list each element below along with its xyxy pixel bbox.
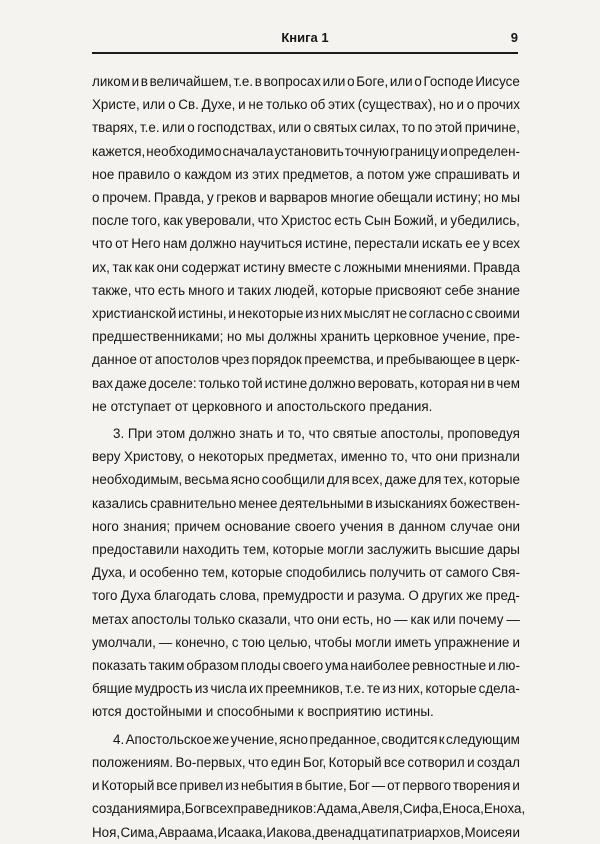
running-header: [92, 30, 518, 54]
text-line: положениям. Во-первых, что един Бог, Который все сотворил и создал: [92, 754, 520, 770]
text-line: тварях, т.е. или о господствах, или о святых силах, то по этой причине,: [92, 120, 520, 136]
text-line: создания мира, Бог всех праведников: Адама, Авеля, Сифа, Еноса, Еноха,: [92, 801, 526, 817]
text-line: Духа, и особенно тем, которые сподобились получить от самого Свя-: [92, 565, 520, 581]
text-line: 3. При этом должно знать и то, что святые апостолы, проповедуя: [113, 426, 520, 442]
book-title: Книга 1: [281, 30, 329, 45]
text-line: бящие мудрость из числа их преемников, т.е. те из них, которые сдела-: [92, 681, 520, 697]
text-line: метах апостолы только сказали, что они есть, но — как или почему —: [92, 611, 520, 627]
text-line: и Который все привел из небытия в бытие, Бог — от первого творения и: [92, 778, 520, 794]
text-line: данное от апостолов чрез порядок преемства, и пребывающее в церк-: [92, 352, 520, 368]
text-line: ное правило о каждом из этих предметов, а потом уже спрашивать и: [92, 166, 520, 182]
body-text: [92, 70, 526, 844]
text-line: казались сравнительно менее деятельными в изысканиях божествен-: [92, 495, 520, 511]
text-line: кажется, необходимо сначала установить точную границу и определен-: [92, 143, 520, 159]
text-line: после того, как уверовали, что Христос есть Сын Божий, и убедились,: [92, 213, 520, 229]
text-line: о прочем. Правда, у греков и варваров многие обещали истину; но мы: [92, 190, 520, 206]
text-line: вах даже доселе: только той истине должно веровать, которая ни в чем: [92, 375, 520, 391]
text-line: показать таким образом плоды своего ума наиболее ревностные и лю-: [92, 658, 520, 674]
paragraph: [92, 422, 520, 724]
text-line: веру Христову, о некоторых предметах, именно то, что они признали: [92, 449, 520, 465]
text-line: ного знания; причем основание своего учения в данном случае они: [92, 518, 520, 534]
text-line: ются достойными и способными к восприятию истины.: [92, 704, 434, 720]
text-line: Ноя, Сима, Авраама, Исаака, Иакова, двенадцати патриархов, Моисея и: [92, 824, 520, 840]
text-line: умолчали, — конечно, с тою целью, чтобы могли иметь упражнение и: [92, 634, 520, 650]
text-line: что от Него нам должно научиться истине, перестали искать ее у всех: [92, 236, 520, 252]
page-number: 9: [510, 30, 518, 45]
text-line: Христе, или о Св. Духе, и не только об этих (существах), но и о прочих: [92, 97, 520, 113]
text-line: их, так как они содержат истину вместе с ложными мнениями. Правда: [92, 259, 520, 275]
text-line: 4. Апостольское же учение, ясно преданное, сводится к следующим: [113, 731, 520, 747]
text-line: не отступает от церковного и апостольского предания.: [92, 398, 433, 414]
text-line: предоставили находить тем, которые могли заслужить высшие дары: [92, 542, 520, 558]
text-line: того Духа благодать слова, премудрости и разума. О других же пред-: [92, 588, 520, 604]
text-line: также, что есть много и таких людей, которые присвояют себе знание: [92, 282, 520, 298]
text-line: ликом и в величайшем, т.е. в вопросах или о Боге, или о Господе Иисусе: [92, 74, 520, 89]
text-line: христианской истины, и некоторые из них мыслят не согласно с своими: [92, 306, 520, 322]
paragraph: [92, 728, 526, 844]
text-line: предшественниками; но мы должны хранить церковное учение, пре-: [92, 329, 520, 345]
paragraph: [92, 70, 520, 418]
text-line: необходимым, весьма ясно сообщили для всех, даже для тех, которые: [92, 472, 520, 488]
